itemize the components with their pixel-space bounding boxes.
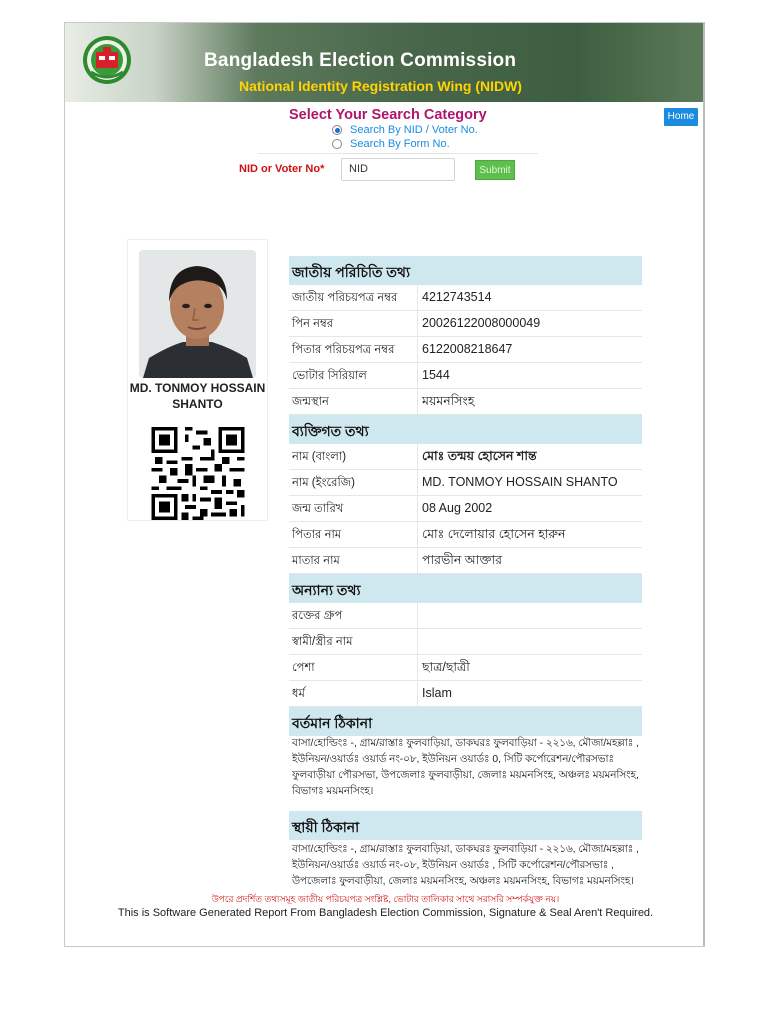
footer-notice-bangla: উপরে প্রদর্শিত তথ্যসমূহ জাতীয় পরিচয়পত্র সংশ্লিষ্ট, ভোটার তালিকার সাথে সরাসরি সম্পর্কযুক্ত নয়। [211, 894, 560, 904]
table-row [289, 681, 642, 707]
row-label: নাম (বাংলা) [292, 444, 418, 469]
table-row [289, 548, 642, 574]
table-row [289, 655, 642, 681]
occupation: ছাত্র/ছাত্রী [422, 660, 470, 674]
profile-photo [139, 250, 256, 378]
father-name: মোঃ দেলোয়ার হোসেন হারুন [422, 527, 566, 541]
row-label: পিতার পরিচয়পত্র নম্বর [292, 337, 418, 362]
row-label: মাতার নাম [292, 548, 418, 573]
person-portrait-icon [139, 250, 256, 378]
row-label: রক্তের গ্রুপ [292, 603, 418, 628]
section-present-address: বর্তমান ঠিকানা [289, 707, 642, 736]
table-row [289, 389, 642, 415]
section-personal-info: ব্যক্তিগত তথ্য [289, 415, 642, 444]
present-address-text: বাসা/হোল্ডিংঃ -, গ্রাম/রাস্তাঃ ফুলবাড়িয়া, ডাকঘরঃ ফুলবাড়িয়া - ২২১৬, মৌজা/মহল্লাঃ , ইউনিয়ন/ওয়ার্ডঃ ওয়ার্ড নং-০৮, ইউনিয়ন ওয়ার্ডঃ 0, সিটি কর্পোরেশন/পৌরসভাঃ ফুলবাড়ীয়া পৌরসভা, উপজেলাঃ ফুলবাড়ীয়া, জেলাঃ ময়মনসিংহ, অঞ্চলঃ ময়মনসিংহ, বিভাগঃ ময়মনসিংহ। [292, 738, 639, 797]
table-row [289, 522, 642, 548]
row-label: নাম (ইংরেজি) [292, 470, 418, 495]
row-label: ধর্ম [292, 681, 418, 706]
row-label: স্বামী/স্ত্রীর নাম [292, 629, 418, 654]
table-row [289, 629, 642, 655]
table-row [289, 470, 642, 496]
row-label: পিন নম্বর [292, 311, 418, 336]
nid-field-label: NID or Voter No* [239, 163, 325, 175]
row-label: পিতার নাম [292, 522, 418, 547]
name-english: MD. TONMOY HOSSAIN SHANTO [422, 475, 618, 489]
row-label: জন্ম তারিখ [292, 496, 418, 521]
qr-code [148, 427, 248, 520]
nid-number: 4212743514 [422, 290, 492, 304]
search-by-form-option[interactable] [332, 138, 450, 150]
election-commission-logo [81, 34, 133, 86]
section-permanent-address: স্থায়ী ঠিকানা [289, 811, 642, 840]
voter-serial: 1544 [422, 368, 450, 382]
row-label: জাতীয় পরিচয়পত্র নম্বর [292, 285, 418, 310]
header-banner [65, 23, 703, 102]
date-of-birth: 08 Aug 2002 [422, 501, 493, 515]
table-row [289, 337, 642, 363]
row-label: জন্মস্থান [292, 389, 418, 414]
father-nid-number: 6122008218647 [422, 342, 513, 356]
search-by-nid-radio[interactable] [332, 125, 342, 135]
table-row [289, 363, 642, 389]
pin-number: 20026122008000049 [422, 316, 541, 330]
table-row [289, 311, 642, 337]
submit-button[interactable]: Submit [475, 160, 515, 180]
search-divider [258, 153, 538, 154]
profile-name: MD. TONMOY HOSSAIN SHANTO [129, 381, 266, 411]
name-bangla: মোঃ তন্ময় হোসেন শান্ত [422, 449, 537, 463]
permanent-address-text: বাসা/হোল্ডিংঃ -, গ্রাম/রাস্তাঃ ফুলবাড়িয়া, ডাকঘরঃ ফুলবাড়িয়া - ২২১৬, মৌজা/মহল্লাঃ , ইউনিয়ন/ওয়ার্ডঃ ওয়ার্ড নং-০৮, ইউনিয়ন ওয়ার্ডঃ , সিটি কর্পোরেশন/পৌরসভাঃ , উপজেলাঃ ফুলবাড়ীয়া, জেলাঃ ময়মনসিংহ, অঞ্চলঃ ময়মনসিংহ, বিভাগঃ ময়মনসিংহ। [292, 844, 639, 887]
table-row [289, 285, 642, 311]
search-by-nid-option[interactable] [332, 124, 478, 136]
table-row [289, 603, 642, 629]
search-by-nid-label: Search By NID / Voter No. [350, 124, 478, 136]
site-subtitle: National Identity Registration Wing (NIDW) [239, 78, 522, 94]
birth-place: ময়মনসিংহ [422, 394, 475, 408]
row-label: ভোটার সিরিয়াল [292, 363, 418, 388]
search-category-title: Select Your Search Category [289, 107, 487, 123]
religion: Islam [422, 686, 452, 700]
report-page [64, 22, 705, 947]
table-row [289, 496, 642, 522]
footer-notice-english: This is Software Generated Report From Bangladesh Election Commission, Signature & Seal Aren't Required. [117, 907, 654, 919]
mother-name: পারভীন আক্তার [422, 553, 503, 567]
table-row [289, 444, 642, 470]
search-by-form-radio[interactable] [332, 139, 342, 149]
section-national-info: জাতীয় পরিচিতি তথ্য [289, 256, 642, 285]
row-label: পেশা [292, 655, 418, 680]
section-other-info: অন্যান্য তথ্য [289, 574, 642, 603]
home-button[interactable]: Home [664, 108, 698, 126]
nid-input[interactable]: NID [341, 158, 455, 181]
search-by-form-label: Search By Form No. [350, 138, 450, 150]
site-title: Bangladesh Election Commission [204, 50, 517, 71]
